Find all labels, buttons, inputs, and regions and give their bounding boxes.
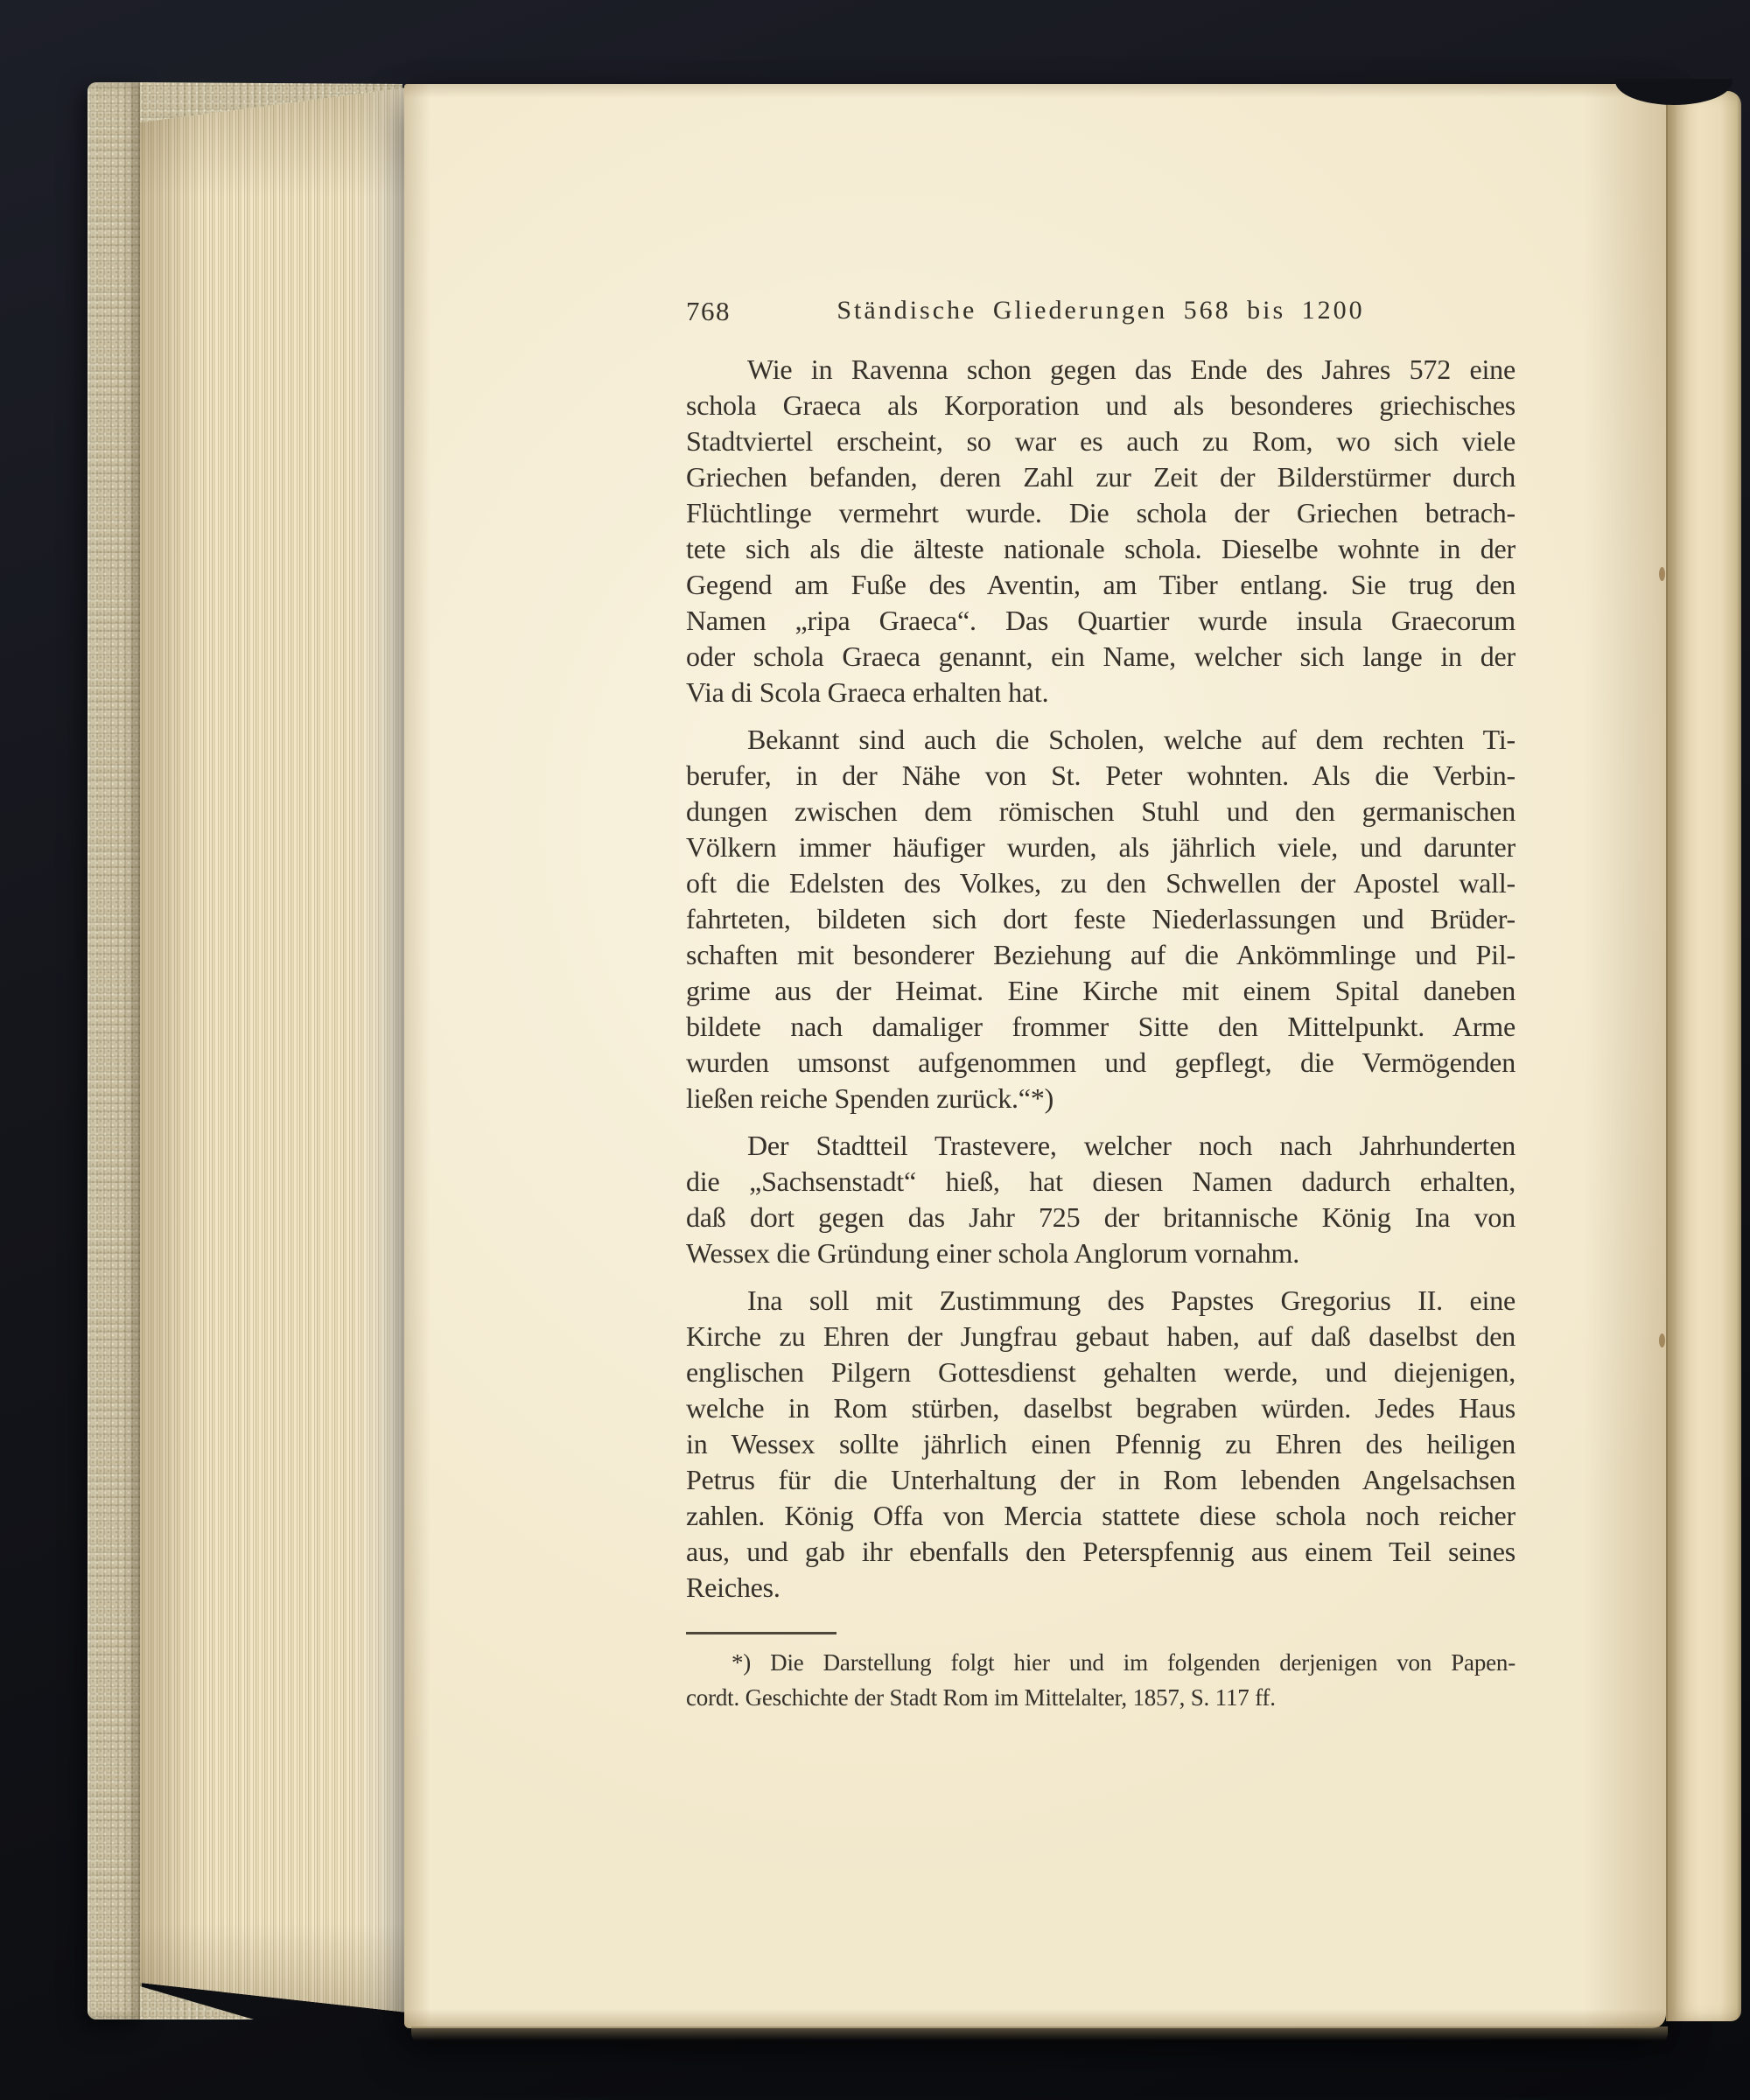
text-line: Griechen befanden, deren Zahl zur Zeit der Bilderstürmer durch bbox=[686, 461, 1516, 493]
paragraph bbox=[686, 722, 1516, 1116]
text-line: Wessex die Gründung einer schola Anglorum vornahm. bbox=[686, 1237, 1300, 1269]
text-line: Ina soll mit Zustimmung des Papstes Gregorius II. eine bbox=[747, 1284, 1516, 1316]
page-content bbox=[686, 292, 1516, 1715]
text-line: englischen Pilgern Gottesdienst gehalten werde, und diejenigen, bbox=[686, 1356, 1516, 1388]
binding-thread bbox=[1659, 567, 1665, 581]
text-line: *) Die Darstellung folgt hier und im folgenden derjenigen von Papen- bbox=[732, 1649, 1516, 1676]
running-head bbox=[686, 292, 1516, 331]
text-line: fahrteten, bildeten sich dort feste Niederlassungen und Brüder- bbox=[686, 903, 1516, 934]
text-line: wurden umsonst aufgenommen und gepflegt, die Vermögenden bbox=[686, 1046, 1516, 1078]
text-line: Flüchtlinge vermehrt wurde. Die schola der Griechen betrach- bbox=[686, 497, 1516, 528]
text-line: schola Graeca als Korporation und als besonderes griechisches bbox=[686, 389, 1516, 421]
footnote bbox=[686, 1645, 1516, 1715]
text-line: schaften mit besonderer Beziehung auf die Ankömmlinge und Pil- bbox=[686, 939, 1516, 970]
text-line: grime aus der Heimat. Eine Kirche mit einem Spital daneben bbox=[686, 975, 1516, 1006]
text-line: in Wessex sollte jährlich einen Pfennig zu Ehren des heiligen bbox=[686, 1428, 1516, 1460]
text-line: dungen zwischen dem römischen Stuhl und den germanischen bbox=[686, 795, 1516, 827]
text-line: Wie in Ravenna schon gegen das Ende des Jahres 572 eine bbox=[747, 354, 1516, 385]
text-line: daß dort gegen das Jahr 725 der britannische König Ina von bbox=[686, 1201, 1516, 1233]
paragraph bbox=[686, 1128, 1516, 1271]
text-line: zahlen. König Offa von Mercia stattete diese schola noch reicher bbox=[686, 1500, 1516, 1531]
bottom-page-edges bbox=[411, 2026, 1668, 2042]
stacked-page-edges bbox=[140, 84, 408, 2020]
text-line: Gegend am Fuße des Aventin, am Tiber entlang. Sie trug den bbox=[686, 569, 1516, 600]
page-number: 768 bbox=[686, 296, 731, 326]
text-line: welche in Rom stürben, daselbst begraben würden. Jedes Haus bbox=[686, 1392, 1516, 1424]
text-line: Völkern immer häufiger wurden, als jährlich viele, und darunter bbox=[686, 831, 1516, 863]
text-line: tete sich als die älteste nationale schola. Dieselbe wohnte in der bbox=[686, 533, 1516, 564]
text-line: Petrus für die Unterhaltung der in Rom lebenden Angelsachsen bbox=[686, 1464, 1516, 1495]
book-page bbox=[404, 84, 1666, 2028]
text-line: aus, und gab ihr ebenfalls den Peterspfennig aus einem Teil seines bbox=[686, 1536, 1516, 1567]
text-line: ließen reiche Spenden zurück.“*) bbox=[686, 1082, 1054, 1114]
binding-thread bbox=[1659, 1334, 1665, 1348]
text-line: oft die Edelsten des Volkes, zu den Schwellen der Apostel wall- bbox=[686, 867, 1516, 899]
text-line: berufer, in der Nähe von St. Peter wohnten. Als die Verbin- bbox=[686, 760, 1516, 791]
text-line: Kirche zu Ehren der Jungfrau gebaut haben, auf daß daselbst den bbox=[686, 1320, 1516, 1352]
paragraph bbox=[686, 1283, 1516, 1606]
text-line: Der Stadtteil Trastevere, welcher noch nach Jahrhunderten bbox=[747, 1130, 1516, 1161]
paragraph bbox=[686, 352, 1516, 710]
text-line: Via di Scola Graeca erhalten hat. bbox=[686, 676, 1049, 708]
text-line: bildete nach damaliger frommer Sitte den Mittelpunkt. Arme bbox=[686, 1011, 1516, 1042]
text-line: Stadtviertel erscheint, so war es auch zu Rom, wo sich viele bbox=[686, 425, 1516, 457]
body-text bbox=[686, 352, 1516, 1606]
book-cover-cloth bbox=[88, 82, 142, 2020]
text-line: Bekannt sind auch die Scholen, welche auf dem rechten Ti- bbox=[747, 724, 1516, 755]
text-line: die „Sachsenstadt“ hieß, hat diesen Namen dadurch erhalten, bbox=[686, 1166, 1516, 1197]
facing-page-edge bbox=[1666, 91, 1741, 2021]
text-line: cordt. Geschichte der Stadt Rom im Mittelalter, 1857, S. 117 ff. bbox=[686, 1684, 1276, 1711]
chapter-header: Ständische Gliederungen 568 bis 1200 bbox=[836, 296, 1365, 325]
text-line: Namen „ripa Graeca“. Das Quartier wurde insula Graecorum bbox=[686, 605, 1516, 636]
footnote-rule bbox=[686, 1632, 836, 1634]
text-line: Reiches. bbox=[686, 1572, 780, 1603]
text-line: oder schola Graeca genannt, ein Name, welcher sich lange in der bbox=[686, 640, 1516, 672]
